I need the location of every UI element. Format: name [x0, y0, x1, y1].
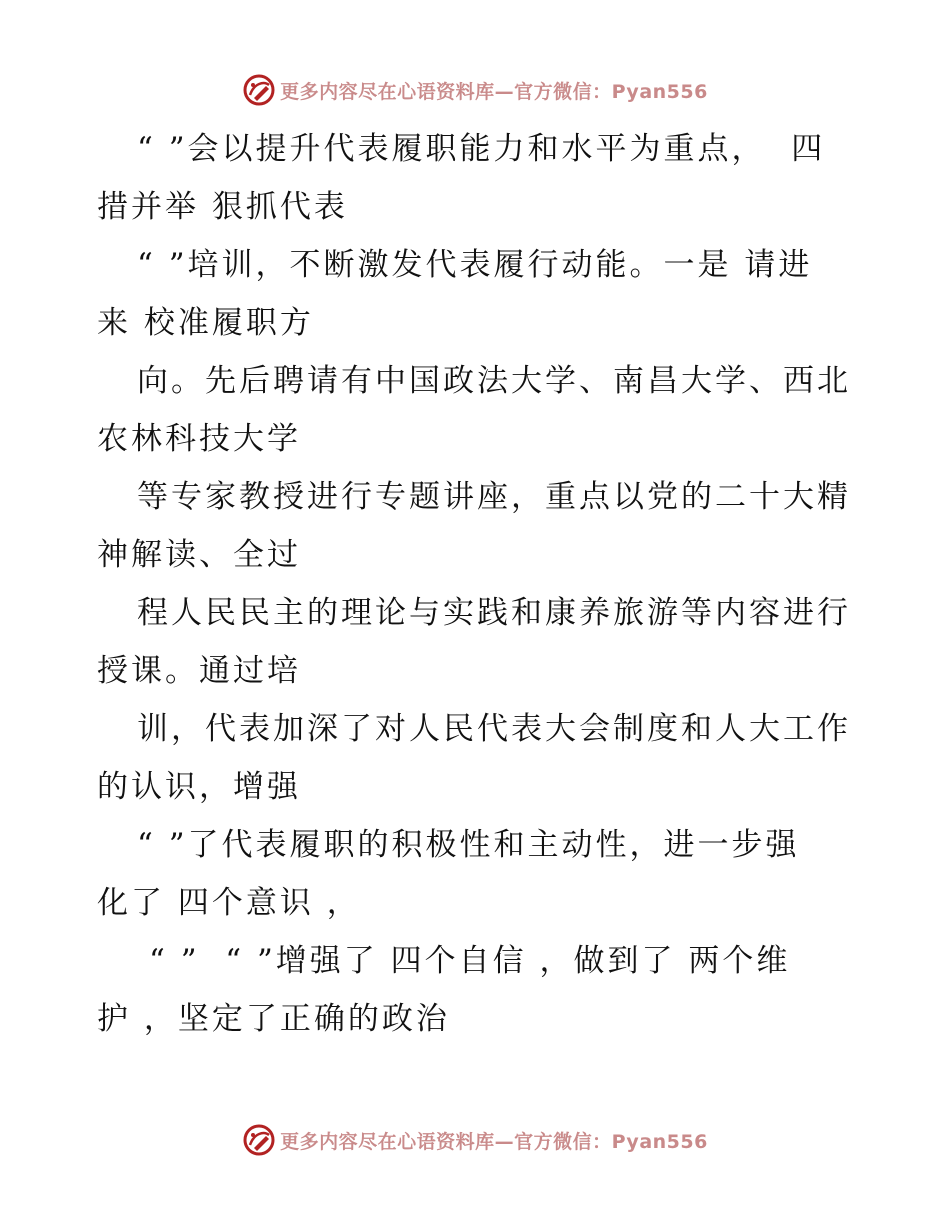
- body-line: 的认识，增强: [97, 769, 301, 805]
- footer-watermark-banner: [0, 1120, 950, 1160]
- body-line: 护 ，坚定了正确的政治: [97, 1001, 450, 1037]
- body-line: “ ”培训，不断激发代表履行动能。一是 请进: [137, 247, 813, 283]
- body-line: 训，代表加深了对人民代表大会制度和人大工作: [137, 711, 851, 747]
- body-line: 农林科技大学: [97, 421, 301, 457]
- document-body: [97, 120, 857, 1048]
- body-line: 程人民民主的理论与实践和康养旅游等内容进行: [137, 595, 851, 631]
- xinyu-logo-icon: [242, 73, 276, 107]
- header-banner-text: 更多内容尽在心语资料库—官方微信：Pyan556: [280, 80, 708, 103]
- body-line: “ ” “ ”增强了 四个自信 ，做到了 两个维: [149, 943, 791, 979]
- body-line: 化了 四个意识 ，: [97, 885, 361, 921]
- body-line: 向。先后聘请有中国政法大学、南昌大学、西北: [137, 363, 851, 399]
- body-line: 等专家教授进行专题讲座，重点以党的二十大精: [137, 479, 851, 515]
- footer-banner-inner: [242, 1123, 708, 1157]
- header-banner-inner: [242, 73, 708, 107]
- body-line: 来 校准履职方: [97, 305, 314, 341]
- body-line: 措并举 狠抓代表: [97, 189, 348, 225]
- header-watermark-banner: [0, 70, 950, 110]
- xinyu-logo-icon: [242, 1123, 276, 1157]
- body-line: 授课。通过培: [97, 653, 301, 689]
- footer-banner-text: 更多内容尽在心语资料库—官方微信：Pyan556: [280, 1130, 708, 1153]
- body-line: “ ”会以提升代表履职能力和水平为重点， 四: [137, 131, 826, 167]
- body-line: 神解读、全过: [97, 537, 301, 573]
- body-line: “ ”了代表履职的积极性和主动性，进一步强: [137, 827, 800, 863]
